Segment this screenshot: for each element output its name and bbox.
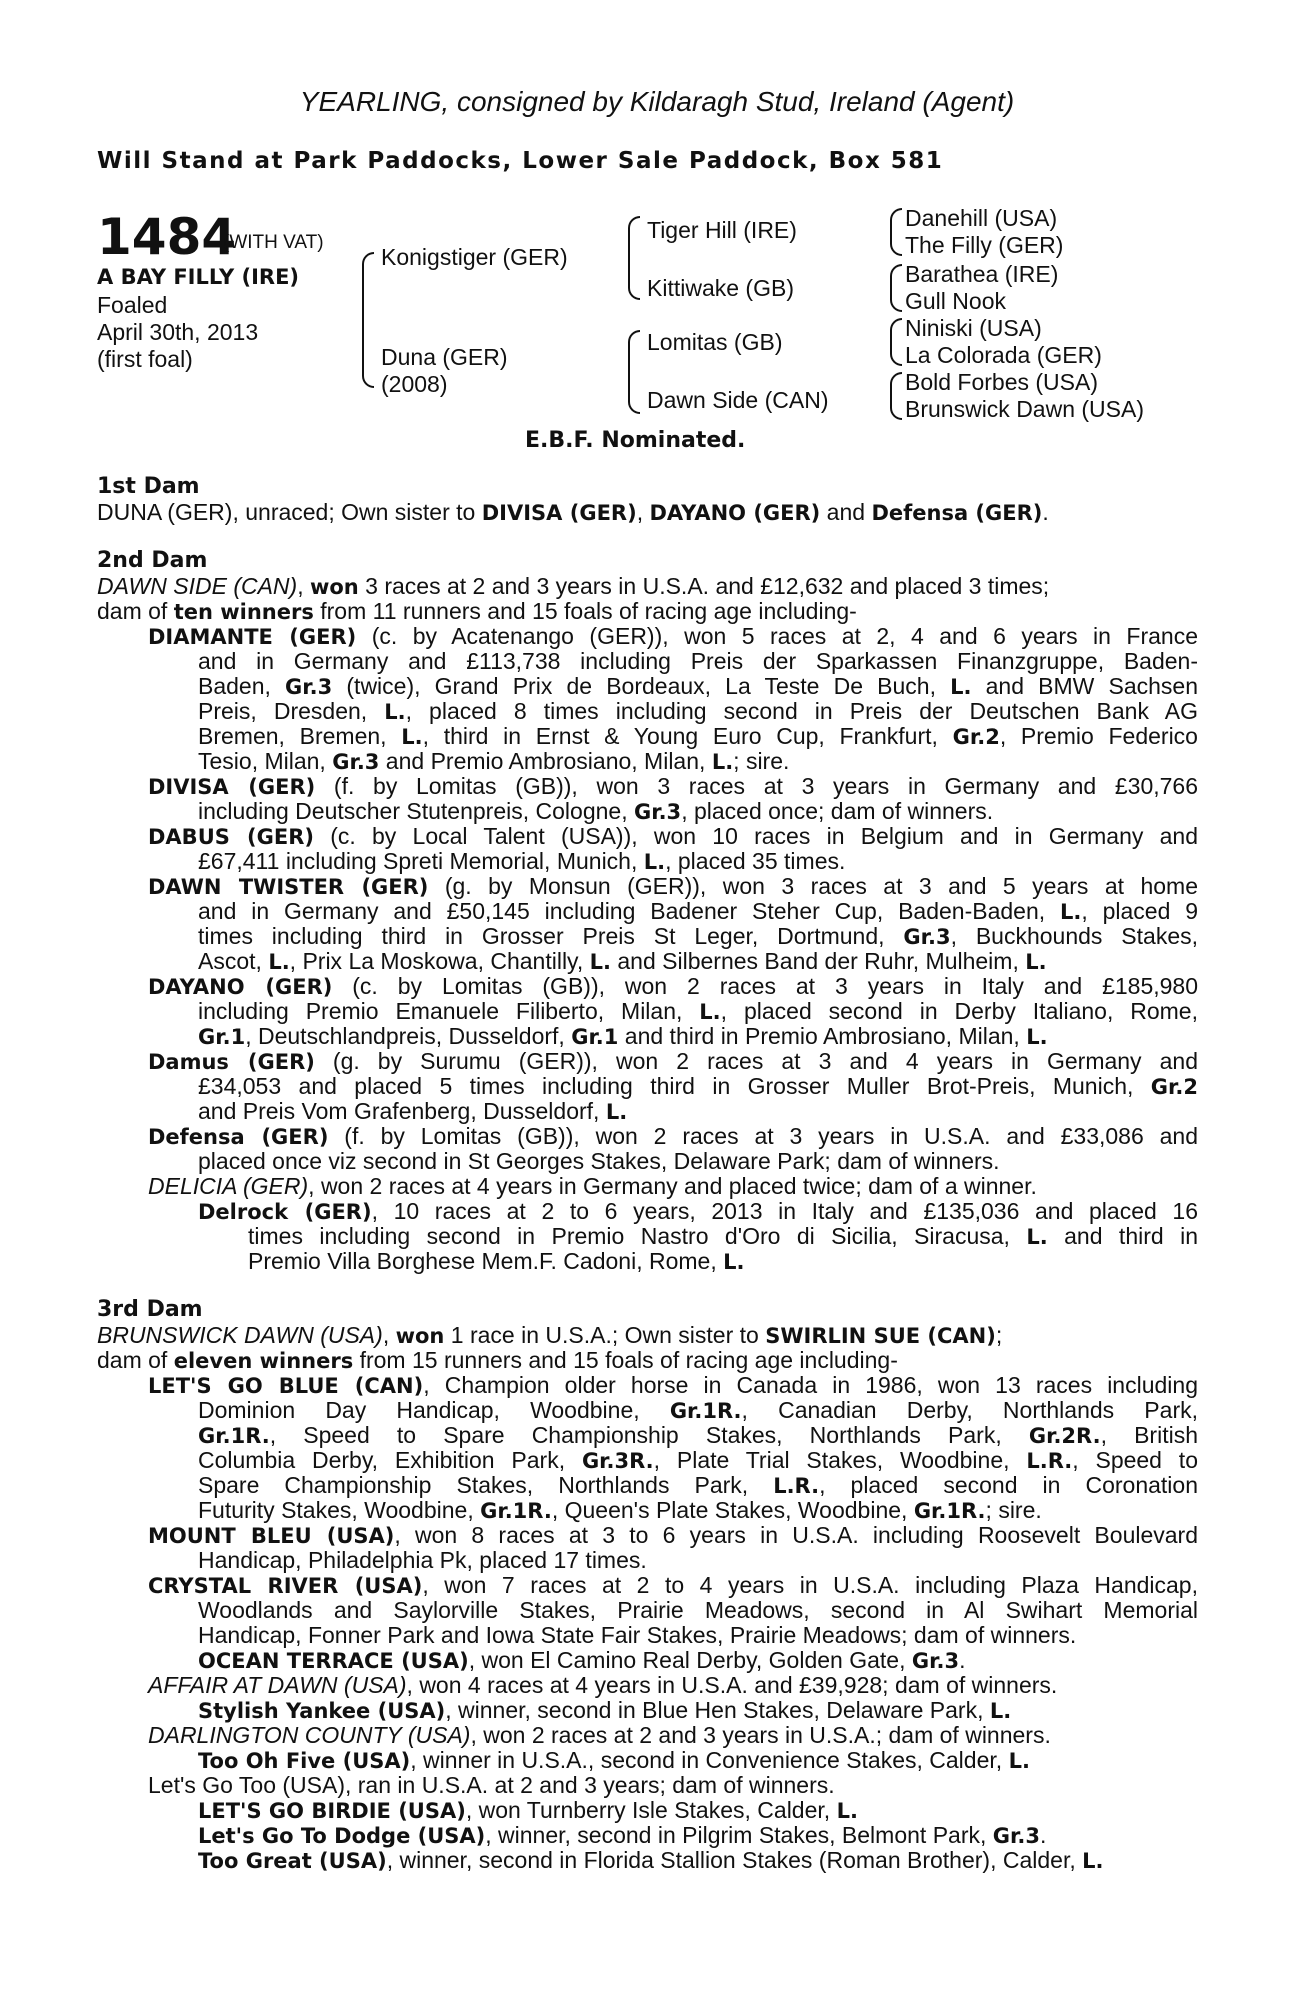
entry-lets-go-blue-2: Dominion Day Handicap, Woodbine, Gr.1R., Canadian Derby, Northlands Park, <box>198 1397 1198 1423</box>
brace-dawn-side <box>890 372 902 420</box>
pedigree-dds: Bold Forbes (USA) <box>905 369 1099 395</box>
ebf-nominated: E.B.F. Nominated. <box>525 428 746 453</box>
entry-crystal-river-1: CRYSTAL RIVER (USA), won 7 races at 2 to 4 years in U.S.A. including Plaza Handicap, <box>148 1572 1198 1598</box>
pedigree-sire-dam: Kittiwake (GB) <box>647 275 794 301</box>
entry-crystal-river-3: Handicap, Fonner Park and Iowa State Fair Stakes, Prairie Meadows; dam of winners. <box>198 1622 1077 1648</box>
entry-crystal-river-2: Woodlands and Saylorville Stakes, Prairie Meadows, second in Al Swihart Memorial <box>198 1597 1198 1623</box>
entry-dawn-twister-2: and in Germany and £50,145 including Badener Steher Cup, Baden-Baden, L., placed 9 <box>198 898 1198 924</box>
pedigree-dam-year: (2008) <box>381 371 448 397</box>
entry-dawn-twister-4: Ascot, L., Prix La Moskowa, Chantilly, L. and Silbernes Band der Ruhr, Mulheim, L. <box>198 948 1047 974</box>
foaled-label: Foaled <box>97 292 168 318</box>
entry-too-oh-five: Too Oh Five (USA), winner in U.S.A., second in Convenience Stakes, Calder, L. <box>198 1747 1030 1773</box>
entry-lets-go-too: Let's Go Too (USA), ran in U.S.A. at 2 and 3 years; dam of winners. <box>148 1772 835 1798</box>
brace-parents <box>362 252 374 388</box>
entry-lets-go-blue-1: LET'S GO BLUE (CAN), Champion older horse in Canada in 1986, won 13 races including <box>148 1372 1198 1398</box>
pedigree-dsd: La Colorada (GER) <box>905 342 1102 368</box>
lot-number: 1484 <box>97 208 237 266</box>
entry-delrock-3: Premio Villa Borghese Mem.F. Cadoni, Rome, L. <box>248 1248 745 1274</box>
pedigree-ddd: Brunswick Dawn (USA) <box>905 396 1144 422</box>
foaled-date: April 30th, 2013 <box>97 319 259 345</box>
brace-tiger-hill <box>890 208 902 256</box>
brace-kittiwake <box>890 264 902 312</box>
entry-lets-go-to-dodge: Let's Go To Dodge (USA), winner, second in Pilgrim Stakes, Belmont Park, Gr.3. <box>198 1822 1047 1848</box>
entry-dawn-twister-3: times including third in Grosser Preis St Leger, Dortmund, Gr.3, Buckhounds Stakes, <box>198 923 1199 949</box>
stand-location: Will Stand at Park Paddocks, Lower Sale Paddock, Box 581 <box>97 148 944 174</box>
second-dam-line-1: DAWN SIDE (CAN), won 3 races at 2 and 3 years in U.S.A. and £12,632 and placed 3 times; <box>97 573 1050 599</box>
pedigree-sss: Danehill (USA) <box>905 205 1058 231</box>
entry-diamante-3: Baden, Gr.3 (twice), Grand Prix de Bordeaux, La Teste De Buch, L. and BMW Sachsen <box>198 673 1198 699</box>
pedigree-sire: Konigstiger (GER) <box>381 244 568 270</box>
entry-damus-2: £34,053 and placed 5 times including third in Grosser Muller Brot-Preis, Munich, Gr.2 <box>198 1073 1198 1099</box>
entry-too-great: Too Great (USA), winner, second in Florida Stallion Stakes (Roman Brother), Calder, L. <box>198 1847 1104 1873</box>
entry-dayano-3: Gr.1, Deutschlandpreis, Dusseldorf, Gr.1 and third in Premio Ambrosiano, Milan, L. <box>198 1023 1048 1049</box>
entry-defensa-1: Defensa (GER) (f. by Lomitas (GB)), won 2 races at 3 years in U.S.A. and £33,086 and <box>148 1123 1198 1149</box>
brace-sire-line <box>628 216 640 300</box>
entry-diamante-5: Bremen, Bremen, L., third in Ernst & Young Euro Cup, Frankfurt, Gr.2, Premio Federico <box>198 723 1198 749</box>
entry-dawn-twister-1: DAWN TWISTER (GER) (g. by Monsun (GER)), won 3 races at 3 and 5 years at home <box>148 873 1198 899</box>
pedigree-sds: Barathea (IRE) <box>905 261 1059 287</box>
lot-name: A BAY FILLY (IRE) <box>97 265 300 289</box>
entry-divisa-2: including Deutscher Stutenpreis, Cologne, Gr.3, placed once; dam of winners. <box>198 798 994 824</box>
entry-ocean-terrace: OCEAN TERRACE (USA), won El Camino Real Derby, Golden Gate, Gr.3. <box>198 1647 966 1673</box>
entry-affair-at-dawn: AFFAIR AT DAWN (USA), won 4 races at 4 years in U.S.A. and £39,928; dam of winners. <box>148 1672 1058 1698</box>
entry-lets-go-blue-4: Columbia Derby, Exhibition Park, Gr.3R., Plate Trial Stakes, Woodbine, L.R., Speed to <box>198 1447 1198 1473</box>
entry-mount-bleu-1: MOUNT BLEU (USA), won 8 races at 3 to 6 years in U.S.A. including Roosevelt Boulevard <box>148 1522 1198 1548</box>
pedigree-dss: Niniski (USA) <box>905 315 1042 341</box>
entry-mount-bleu-2: Handicap, Philadelphia Pk, placed 17 times. <box>198 1547 647 1573</box>
entry-dayano-1: DAYANO (GER) (c. by Lomitas (GB)), won 2 races at 3 years in Italy and £185,980 <box>148 973 1199 999</box>
entry-lets-go-blue-6: Futurity Stakes, Woodbine, Gr.1R., Queen's Plate Stakes, Woodbine, Gr.1R.; sire. <box>198 1497 1042 1523</box>
entry-diamante-2: and in Germany and £113,738 including Preis der Sparkassen Finanzgruppe, Baden- <box>198 648 1198 674</box>
entry-dabus-1: DABUS (GER) (c. by Local Talent (USA)), won 10 races in Belgium and in Germany and <box>148 823 1198 849</box>
entry-dabus-2: £67,411 including Spreti Memorial, Munich, L., placed 35 times. <box>198 848 846 874</box>
entry-damus-3: and Preis Vom Grafenberg, Dusseldorf, L. <box>198 1098 628 1124</box>
entry-dayano-2: including Premio Emanuele Filiberto, Milan, L., placed second in Derby Italiano, Rome, <box>198 998 1198 1024</box>
entry-diamante-6: Tesio, Milan, Gr.3 and Premio Ambrosiano, Milan, L.; sire. <box>198 748 790 774</box>
first-dam-heading: 1st Dam <box>97 474 200 499</box>
pedigree-dam-dam: Dawn Side (CAN) <box>647 387 829 413</box>
first-dam-line: DUNA (GER), unraced; Own sister to DIVISA (GER), DAYANO (GER) and Defensa (GER). <box>97 499 1049 525</box>
second-dam-heading: 2nd Dam <box>97 548 208 573</box>
brace-lomitas <box>890 318 902 366</box>
entry-lets-go-blue-5: Spare Championship Stakes, Northlands Park, L.R., placed second in Coronation <box>198 1472 1199 1498</box>
entry-diamante-1: DIAMANTE (GER) (c. by Acatenango (GER)), won 5 races at 2, 4 and 6 years in France <box>148 623 1198 649</box>
foal-note: (first foal) <box>97 346 193 372</box>
entry-lets-go-blue-3: Gr.1R., Speed to Spare Championship Stakes, Northlands Park, Gr.2R., British <box>198 1422 1198 1448</box>
consignment-title: YEARLING, consigned by Kildaragh Stud, Ireland (Agent) <box>299 86 1015 117</box>
pedigree-sdd: Gull Nook <box>905 288 1006 314</box>
entry-damus-1: Damus (GER) (g. by Surumu (GER)), won 2 races at 3 and 4 years in Germany and <box>148 1048 1198 1074</box>
entry-delrock-1: Delrock (GER), 10 races at 2 to 6 years, 2013 in Italy and £135,036 and placed 16 <box>198 1198 1198 1224</box>
entry-divisa-1: DIVISA (GER) (f. by Lomitas (GB)), won 3 races at 3 years in Germany and £30,766 <box>148 773 1198 799</box>
third-dam-line-1: BRUNSWICK DAWN (USA), won 1 race in U.S.A.; Own sister to SWIRLIN SUE (CAN); <box>97 1322 1003 1348</box>
entry-defensa-2: placed once viz second in St Georges Stakes, Delaware Park; dam of winners. <box>198 1148 1000 1174</box>
pedigree-dam-sire: Lomitas (GB) <box>647 329 783 355</box>
pedigree-ssd: The Filly (GER) <box>905 232 1064 258</box>
entry-lets-go-birdie: LET'S GO BIRDIE (USA), won Turnberry Isle Stakes, Calder, L. <box>198 1797 858 1823</box>
brace-dam-line <box>628 330 640 414</box>
third-dam-heading: 3rd Dam <box>97 1297 203 1322</box>
pedigree-dam: Duna (GER) <box>381 344 508 370</box>
pedigree-sire-sire: Tiger Hill (IRE) <box>647 217 797 243</box>
entry-delicia: DELICIA (GER), won 2 races at 4 years in Germany and placed twice; dam of a winner. <box>148 1173 1037 1199</box>
vat-note: (WITH VAT) <box>223 232 324 253</box>
entry-diamante-4: Preis, Dresden, L., placed 8 times including second in Preis der Deutschen Bank AG <box>198 698 1198 724</box>
entry-delrock-2: times including second in Premio Nastro d'Oro di Sicilia, Siracusa, L. and third in <box>248 1223 1198 1249</box>
second-dam-line-2: dam of ten winners from 11 runners and 15 foals of racing age including- <box>97 598 857 624</box>
entry-darlington-county: DARLINGTON COUNTY (USA), won 2 races at 2 and 3 years in U.S.A.; dam of winners. <box>148 1722 1051 1748</box>
third-dam-line-2: dam of eleven winners from 15 runners and 15 foals of racing age including- <box>97 1347 898 1373</box>
entry-stylish-yankee: Stylish Yankee (USA), winner, second in Blue Hen Stakes, Delaware Park, L. <box>198 1697 1012 1723</box>
